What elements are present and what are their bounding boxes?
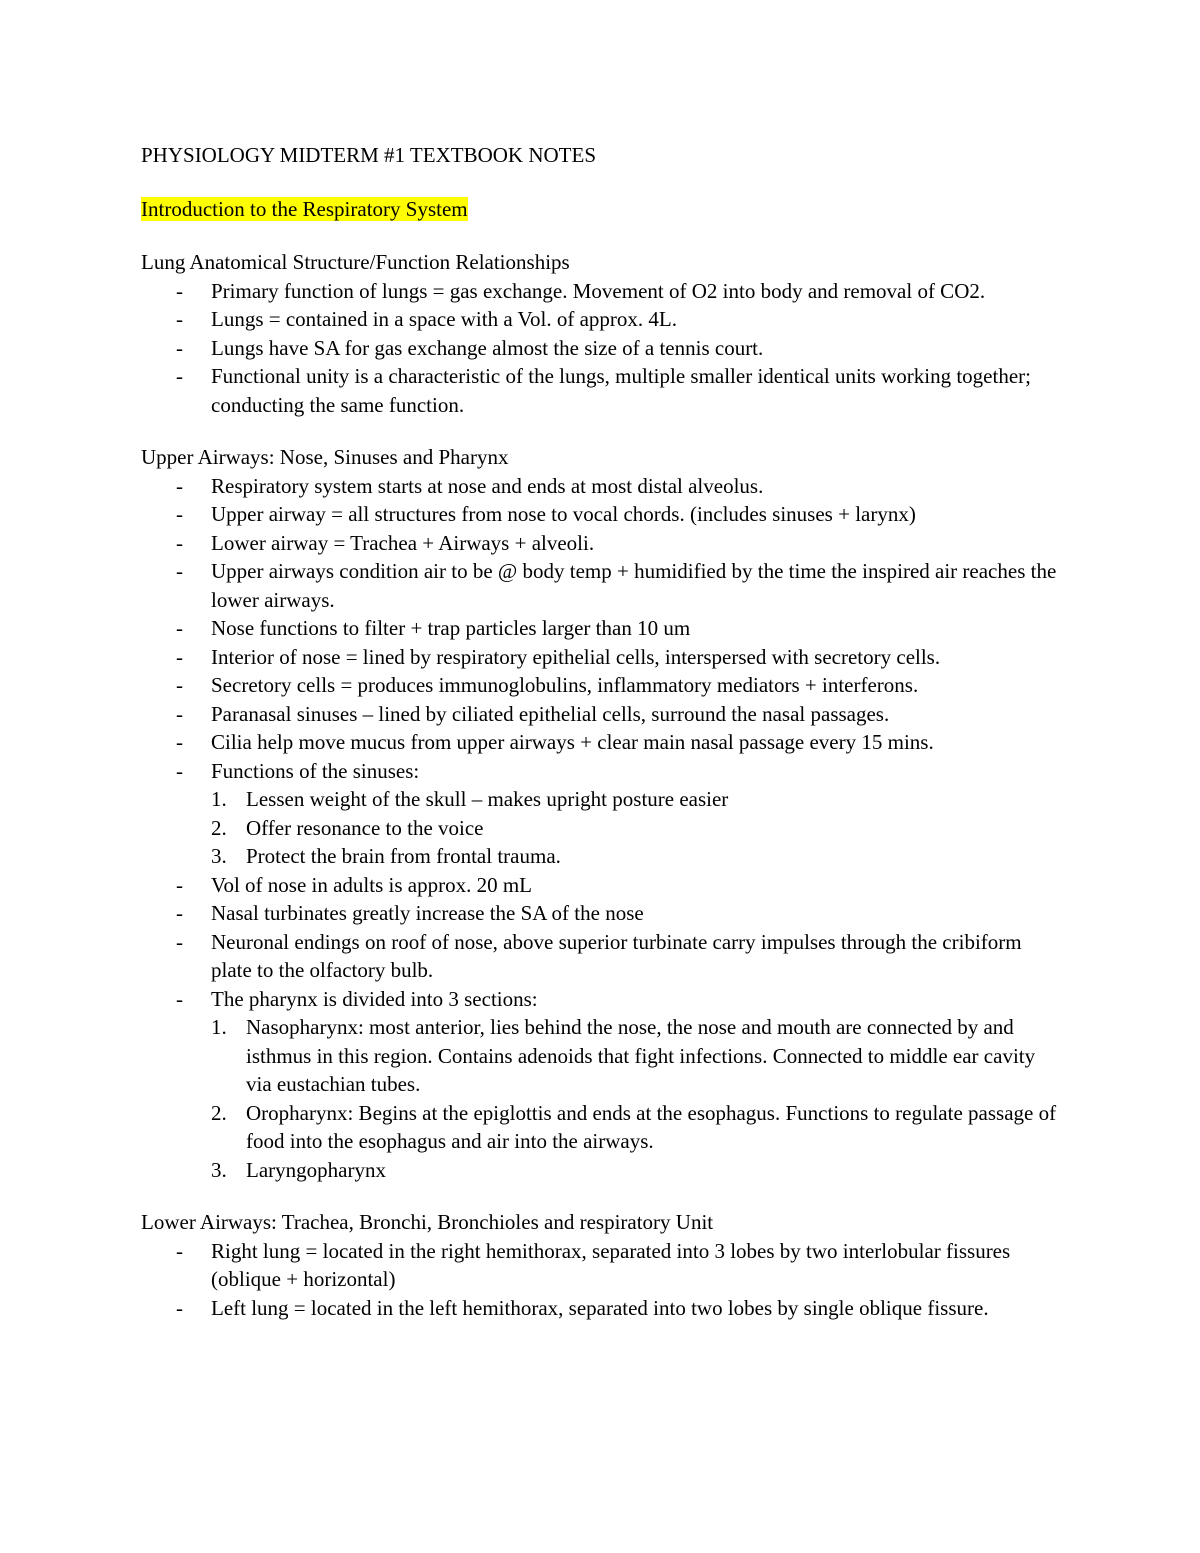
dash-bullet-marker: - (176, 872, 183, 897)
notes-sections (141, 248, 1061, 1322)
document-content (141, 141, 1061, 1346)
numbered-list-item (211, 1013, 1061, 1099)
list-item-text: Lungs = contained in a space with a Vol. of approx. 4L. (211, 307, 677, 331)
dash-bullet-marker: - (176, 730, 183, 754)
numbered-item-text: Protect the brain from frontal trauma. (246, 844, 561, 868)
dash-bullet-marker: - (176, 701, 183, 726)
highlighted-heading: Introduction to the Respiratory System (141, 196, 468, 221)
list-item (141, 728, 1061, 757)
list-item (141, 1294, 1061, 1323)
list-item (141, 472, 1061, 501)
list-item (141, 362, 1061, 419)
list-item (141, 529, 1061, 558)
list-item (141, 277, 1061, 306)
page-title: PHYSIOLOGY MIDTERM #1 TEXTBOOK NOTES (141, 143, 596, 167)
highlighted-heading-line (141, 195, 1061, 224)
list-item-text: Nasal turbinates greatly increase the SA of the nose (211, 901, 644, 925)
list-item-text: Functional unity is a characteristic of the lungs, multiple smaller identical units working together; conducting the same function. (211, 364, 1031, 417)
list-item (141, 500, 1061, 529)
list-item (141, 557, 1061, 614)
dash-bullet-marker: - (176, 530, 183, 555)
number-marker: 3. (211, 844, 227, 868)
list-item-text: Secretory cells = produces immunoglobulins, inflammatory mediators + interferons. (211, 673, 919, 697)
dash-bullet-marker: - (176, 901, 183, 925)
numbered-item-text: Oropharynx: Begins at the epiglottis and ends at the esophagus. Functions to regulate passage of food into the esophagus and air into the airways. (246, 1100, 1057, 1153)
list-item-text: Left lung = located in the left hemithorax, separated into two lobes by single oblique fissure. (211, 1295, 989, 1320)
list-item-text: Functions of the sinuses: (211, 758, 420, 783)
dash-bullet-marker: - (176, 278, 183, 303)
bullet-list (141, 472, 1061, 1185)
dash-bullet-marker: - (176, 986, 183, 1011)
section-heading: Lung Anatomical Structure/Function Relationships (141, 250, 570, 274)
numbered-list-item (211, 1156, 1061, 1185)
number-marker: 2. (211, 815, 227, 840)
numbered-list-item (211, 842, 1061, 871)
dash-bullet-marker: - (176, 307, 183, 331)
list-item (141, 757, 1061, 871)
list-item-text: Vol of nose in adults is approx. 20 mL (211, 872, 533, 897)
list-item (141, 614, 1061, 643)
dash-bullet-marker: - (176, 644, 183, 669)
dash-bullet-marker: - (176, 758, 183, 783)
numbered-item-text: Offer resonance to the voice (246, 815, 484, 840)
dash-bullet-marker: - (176, 364, 183, 388)
list-item (141, 305, 1061, 334)
numbered-list-item (211, 785, 1061, 814)
list-item-text: Upper airway = all structures from nose to vocal chords. (includes sinuses + larynx) (211, 502, 916, 526)
numbered-list-item (211, 814, 1061, 843)
list-item (141, 871, 1061, 900)
dash-bullet-marker: - (176, 929, 183, 954)
list-item-text: Nose functions to filter + trap particles larger than 10 um (211, 616, 691, 640)
list-item (141, 671, 1061, 700)
numbered-list (211, 1013, 1061, 1184)
numbered-list-item (211, 1099, 1061, 1156)
list-item-text: Respiratory system starts at nose and ends at most distal alveolus. (211, 473, 764, 498)
list-item-text: Lower airway = Trachea + Airways + alveoli. (211, 530, 595, 555)
notes-section (141, 248, 1061, 419)
list-item-text: Paranasal sinuses – lined by ciliated epithelial cells, surround the nasal passages. (211, 701, 890, 726)
number-marker: 1. (211, 1015, 227, 1039)
list-item (141, 928, 1061, 985)
dash-bullet-marker: - (176, 1238, 183, 1263)
list-item-text: Primary function of lungs = gas exchange. Movement of O2 into body and removal of CO2. (211, 278, 986, 303)
list-item (141, 334, 1061, 363)
number-marker: 3. (211, 1157, 227, 1182)
list-item (141, 1237, 1061, 1294)
list-item-text: Interior of nose = lined by respiratory epithelial cells, interspersed with secretory cells. (211, 644, 941, 669)
dash-bullet-marker: - (176, 473, 183, 498)
number-marker: 1. (211, 787, 227, 811)
bullet-list (141, 277, 1061, 420)
notes-section (141, 443, 1061, 1184)
numbered-item-text: Lessen weight of the skull – makes upright posture easier (246, 787, 729, 811)
bullet-list (141, 1237, 1061, 1323)
list-item-text: Neuronal endings on roof of nose, above superior turbinate carry impulses through the cribiform plate to the olfactory bulb. (211, 929, 1022, 982)
section-heading: Upper Airways: Nose, Sinuses and Pharynx (141, 445, 509, 469)
dash-bullet-marker: - (176, 335, 183, 360)
numbered-item-text: Nasopharynx: most anterior, lies behind the nose, the nose and mouth are connected by and isthmus in this region. Contains adenoids that fight infections. Connected to middle ear cavity via eustachian tubes. (246, 1015, 1036, 1096)
list-item-text: Right lung = located in the right hemithorax, separated into 3 lobes by two interlobular fissures (oblique + horizontal) (211, 1238, 1011, 1291)
list-item-text: Cilia help move mucus from upper airways + clear main nasal passage every 15 mins. (211, 730, 934, 754)
numbered-list (211, 785, 1061, 871)
list-item (141, 899, 1061, 928)
dash-bullet-marker: - (176, 1295, 183, 1320)
list-item-text: Lungs have SA for gas exchange almost the size of a tennis court. (211, 335, 764, 360)
dash-bullet-marker: - (176, 616, 183, 640)
dash-bullet-marker: - (176, 502, 183, 526)
dash-bullet-marker: - (176, 673, 183, 697)
notes-section (141, 1208, 1061, 1322)
numbered-item-text: Laryngopharynx (246, 1157, 386, 1182)
number-marker: 2. (211, 1100, 227, 1125)
list-item-text: Upper airways condition air to be @ body temp + humidified by the time the inspired air reaches the lower airways. (211, 559, 1057, 612)
dash-bullet-marker: - (176, 559, 183, 583)
list-item (141, 985, 1061, 1185)
list-item (141, 700, 1061, 729)
list-item (141, 643, 1061, 672)
section-heading: Lower Airways: Trachea, Bronchi, Bronchioles and respiratory Unit (141, 1210, 714, 1234)
list-item-text: The pharynx is divided into 3 sections: (211, 986, 538, 1011)
